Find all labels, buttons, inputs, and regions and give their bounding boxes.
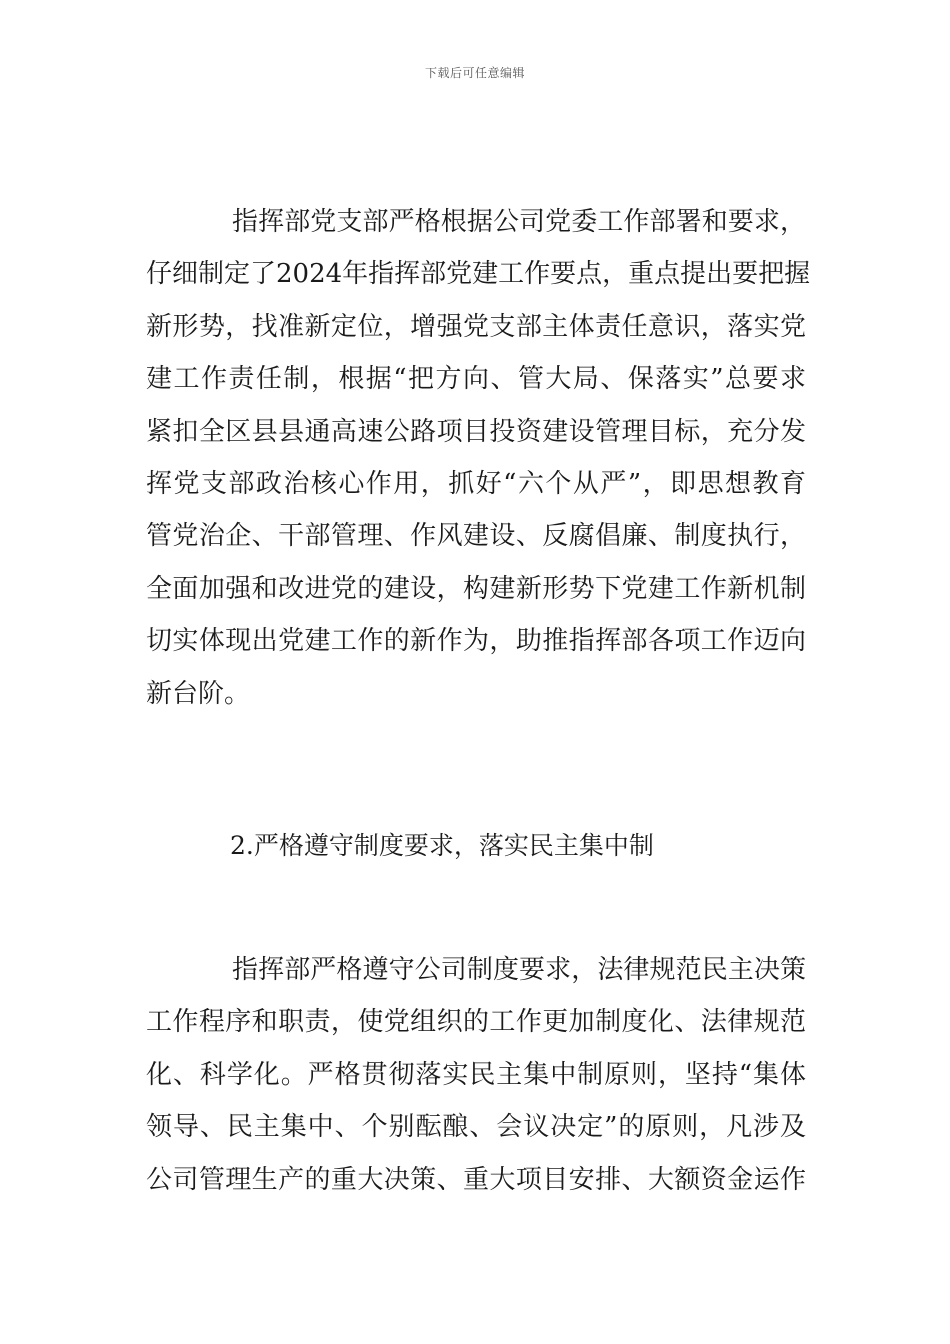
paragraph-line: 化、科学化。严格贯彻落实民主集中制原则，坚持“集体 — [146, 1059, 806, 1090]
paragraph-line: 指挥部党支部严格根据公司党委工作部署和要求， — [232, 207, 806, 237]
paragraph-line: 管党治企、干部管理、作风建设、反腐倡廉、制度执行， — [146, 521, 806, 552]
paragraph-line: 建工作责任制，根据“把方向、管大局、保落实”总要求 — [146, 364, 806, 395]
paragraph-line: 紧扣全区县县通高速公路项目投资建设管理目标，充分发 — [146, 416, 806, 447]
paragraph-line: 挥党支部政治核心作用，抓好“六个从严”，即思想教育 — [146, 468, 806, 499]
paragraph-1 — [146, 196, 811, 720]
paragraph-line: 公司管理生产的重大决策、重大项目安排、大额资金运作 — [146, 1164, 806, 1195]
paragraph-line: 切实体现出党建工作的新作为，助推指挥部各项工作迈向 — [146, 626, 806, 657]
section-heading: 2.严格遵守制度要求，落实民主集中制 — [230, 831, 654, 860]
paragraph-line: 指挥部严格遵守公司制度要求，法律规范民主决策 — [232, 955, 806, 985]
paragraph-line: 新形势，找准新定位，增强党支部主体责任意识，落实党 — [146, 311, 806, 342]
paragraph-line: 全面加强和改进党的建设，构建新形势下党建工作新机制 — [146, 573, 806, 604]
paragraph-line: 新台阶。 — [146, 678, 251, 709]
paragraph-line: 工作程序和职责，使党组织的工作更加制度化、法律规范 — [146, 1007, 806, 1038]
paragraph-line: 领导、民主集中、个别酝酿、会议决定”的原则，凡涉及 — [146, 1112, 806, 1143]
paragraph-2 — [146, 944, 806, 1206]
header-note: 下载后可任意编辑 — [424, 66, 525, 80]
paragraph-line: 仔细制定了2024年指挥部党建工作要点，重点提出要把握 — [146, 259, 811, 290]
